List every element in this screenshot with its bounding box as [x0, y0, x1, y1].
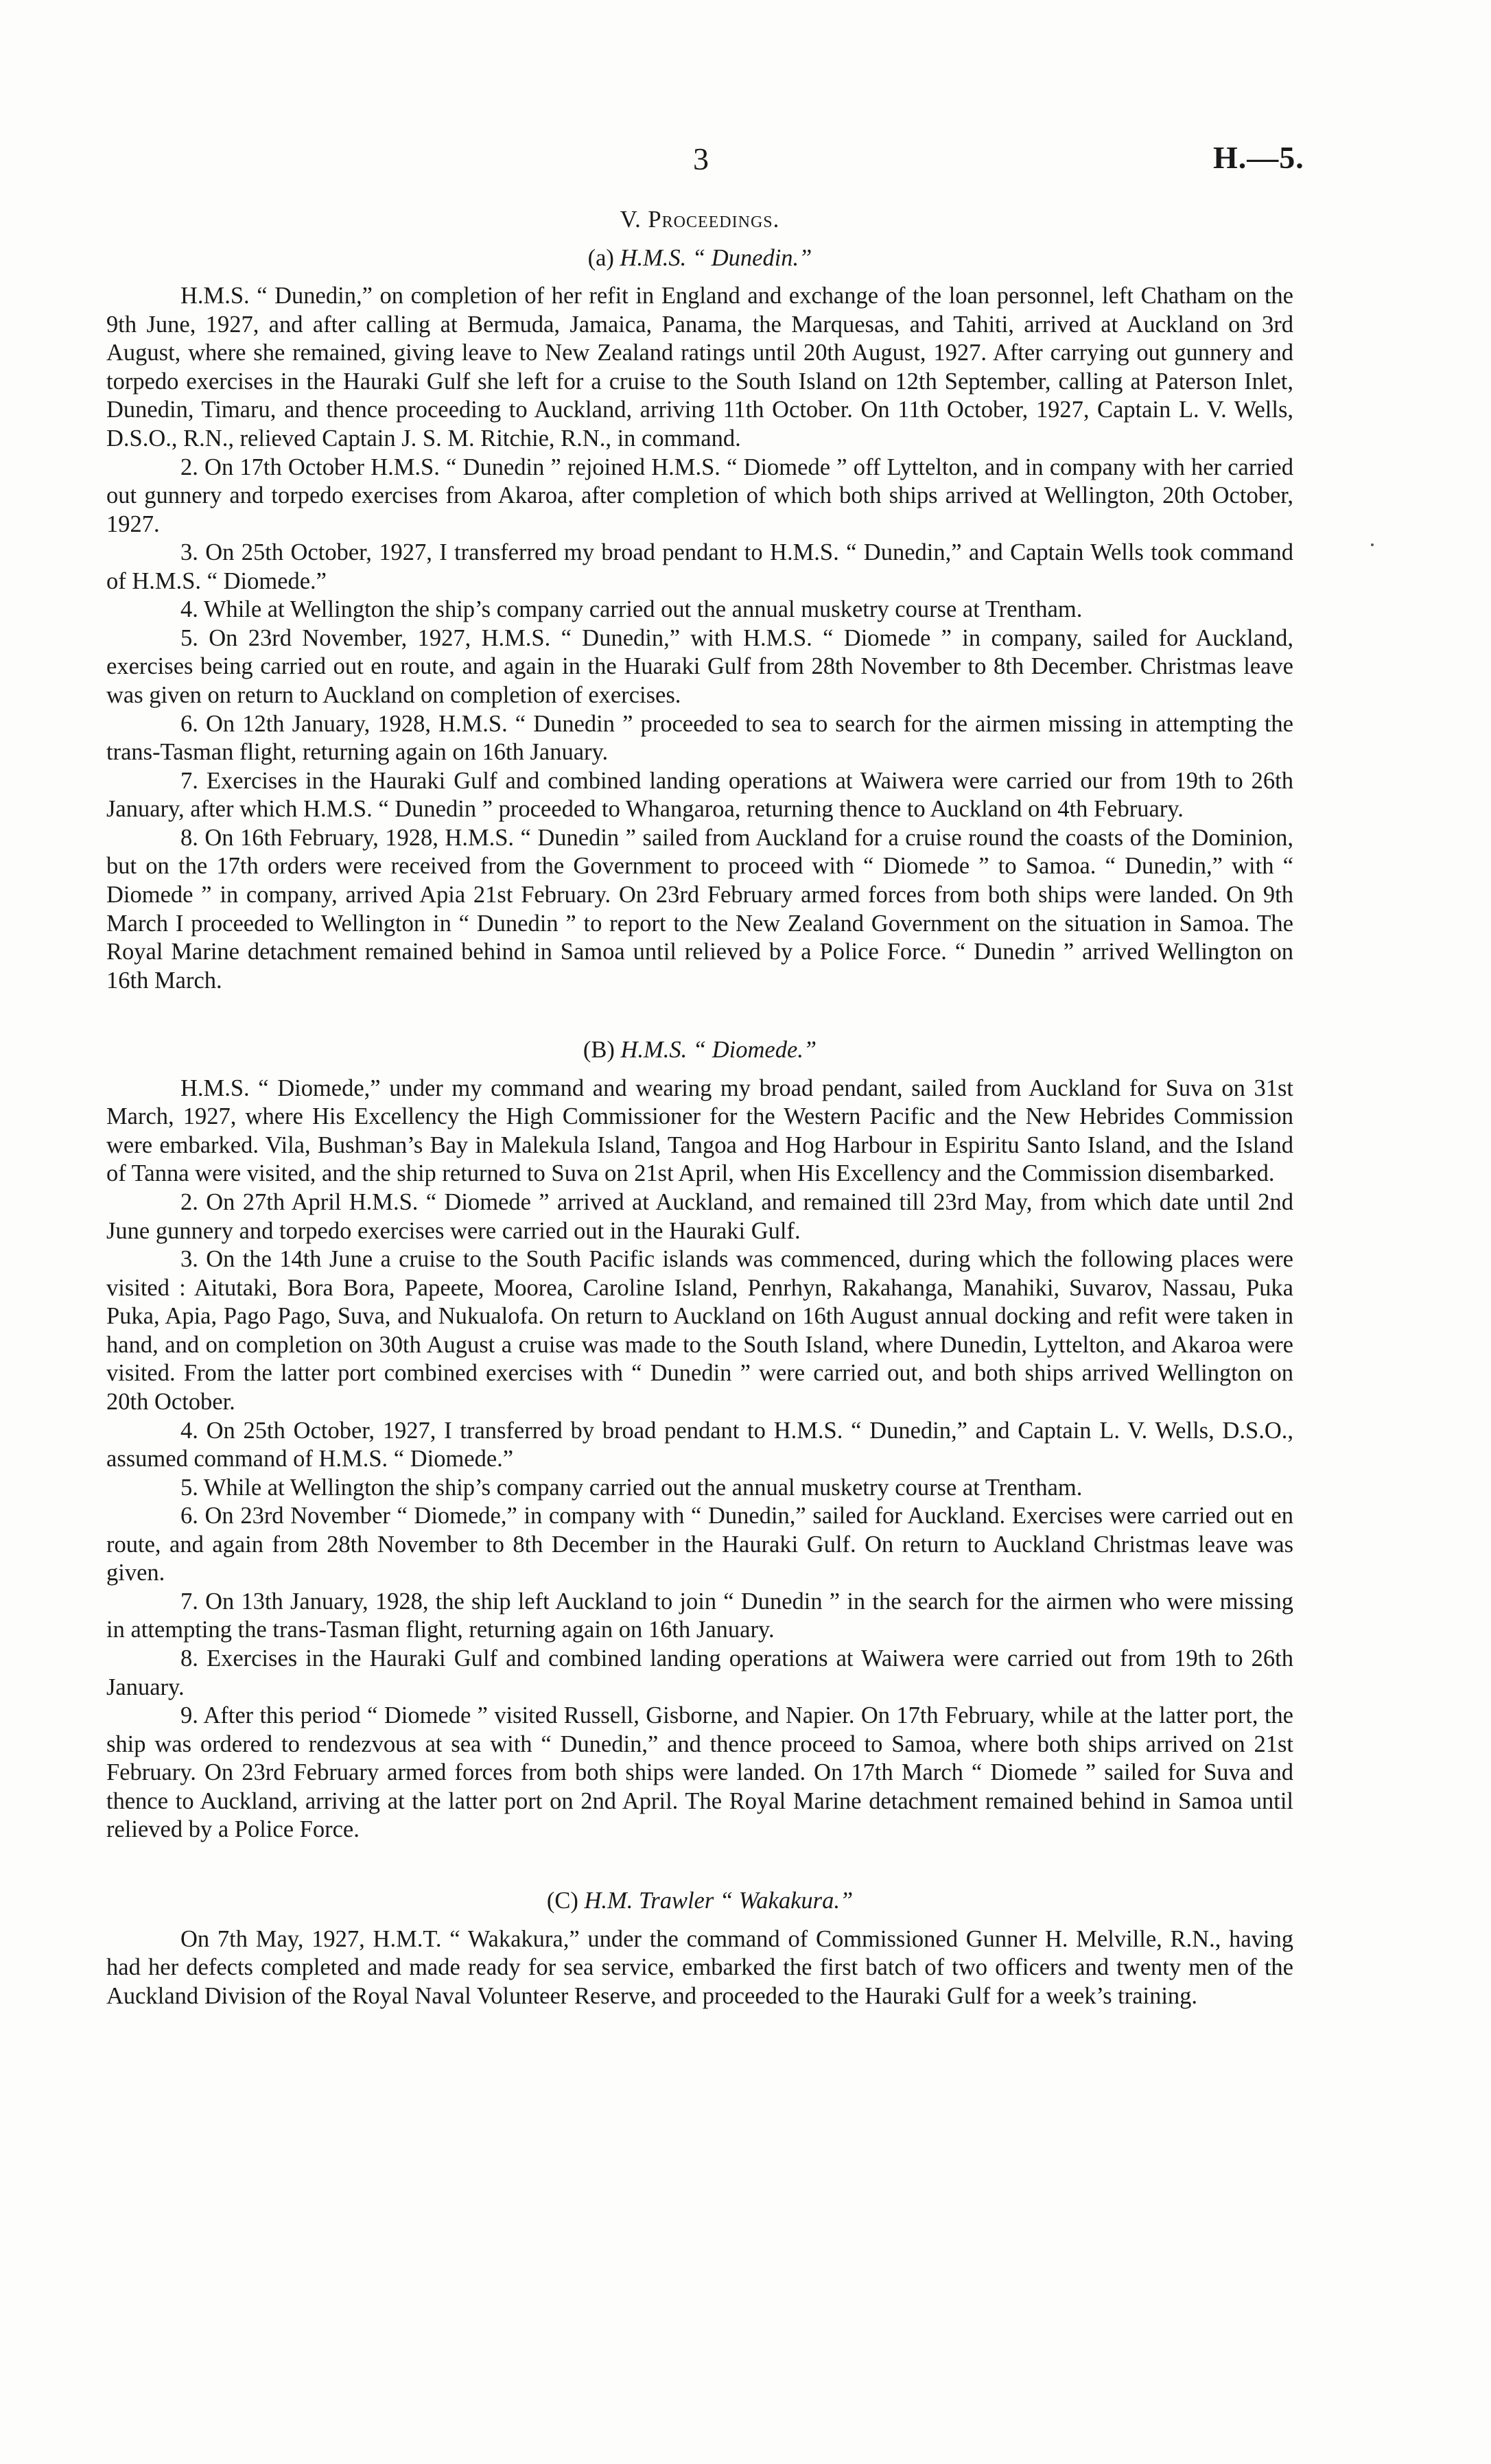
paragraph: On 7th May, 1927, H.M.T. “ Wakakura,” under the command of Commissioned Gunner H. Melville, R.N., having had her defects completed and made ready for sea service, embarked the first batch of two officers and twenty men of the Auckland Division of the Royal Naval Volunteer Reserve, and proceeded to the Hauraki Gulf for a week’s training.	[106, 1925, 1293, 2009]
paragraph: H.M.S. “ Diomede,” under my command and wearing my broad pendant, sailed from Auckland for Suva on 31st March, 1927, where His Excellency the High Commissioner for the Western Pacific and the New Hebrides Commission were embarked. Vila, Bushman’s Bay in Malekula Island, Tangoa and Hog Harbour in Espiritu Santo Island, and the Island of Tanna were visited, and the ship returned to Suva on 21st April, when His Excellency and the Commission disembarked.	[106, 1075, 1293, 1187]
paragraph: 8. On 16th February, 1928, H.M.S. “ Dunedin ” sailed from Auckland for a cruise round the coasts of the Dominion, but on the 17th orders were received from the Government to proceed with “ Diomede ” to Samoa. “ Dunedin,” with “ Diomede ” in company, arrived Apia 21st February. On 23rd February armed forces from both ships were landed. On 9th March I proceeded to Wellington in “ Dunedin ” to report to the New Zealand Government on the situation in Samoa. The Royal Marine detachment remained behind in Samoa until relieved by a Police Force. “ Dunedin ” arrived Wellington on 16th March.	[106, 824, 1293, 994]
paragraph: 7. Exercises in the Hauraki Gulf and combined landing operations at Waiwera were carried our from 19th to 26th January, after which H.M.S. “ Dunedin ” proceeded to Whangaroa, returning thence to Auckland on 4th February.	[106, 767, 1293, 823]
subsection-title: H.M. Trawler “ Wakakura.”	[584, 1887, 854, 1914]
subsection-prefix: (C)	[546, 1887, 578, 1914]
subsection-heading	[106, 1036, 1293, 1065]
paragraph: 5. While at Wellington the ship’s company carried out the annual musketry course at Trentham.	[180, 1474, 1083, 1501]
subsection-title: H.M.S. “ Dunedin.”	[620, 244, 812, 271]
paragraph: 7. On 13th January, 1928, the ship left Auckland to join “ Dunedin ” in the search for the airmen who were missing in attempting the trans-Tasman flight, returning again on 16th January.	[106, 1588, 1293, 1643]
paragraph: 2. On 27th April H.M.S. “ Diomede ” arrived at Auckland, and remained till 23rd May, from which date until 2nd June gunnery and torpedo exercises were carried out in the Hauraki Gulf.	[106, 1189, 1293, 1244]
margin-dot	[1371, 543, 1374, 546]
subsection-prefix: (B)	[583, 1037, 615, 1064]
paragraph: 4. On 25th October, 1927, I transferred by broad pendant to H.M.S. “ Dunedin,” and Captain L. V. Wells, D.S.O., assumed command of H.M.S. “ Diomede.”	[106, 1417, 1293, 1472]
paragraph: 3. On 25th October, 1927, I transferred my broad pendant to H.M.S. “ Dunedin,” and Captain Wells took command of H.M.S. “ Diomede.”	[106, 539, 1293, 594]
paragraph: 4. While at Wellington the ship’s company carried out the annual musketry course at Trentham.	[180, 596, 1083, 623]
paragraph: H.M.S. “ Dunedin,” on completion of her refit in England and exchange of the loan personnel, left Chatham on the 9th June, 1927, and after calling at Bermuda, Jamaica, Panama, the Marquesas, and Tahiti, arrived at Auckland on 3rd August, where she remained, giving leave to New Zealand ratings until 20th August, 1927. After carrying out gunnery and torpedo exercises in the Hauraki Gulf she left for a cruise to the South Island on 12th September, calling at Paterson Inlet, Dunedin, Timaru, and thence proceeding to Auckland, arriving 11th October. On 11th October, 1927, Captain L. V. Wells, D.S.O., R.N., relieved Captain J. S. M. Ritchie, R.N., in command.	[106, 283, 1293, 451]
paragraph: 6. On 12th January, 1928, H.M.S. “ Dunedin ” proceeded to sea to search for the airmen missing in attempting the trans-Tasman flight, returning again on 16th January.	[106, 710, 1293, 766]
subsection-prefix: (a)	[587, 244, 614, 271]
subsection-title: H.M.S. “ Diomede.”	[620, 1037, 817, 1064]
document-code: H.—5.	[1213, 140, 1304, 175]
paragraph: 3. On the 14th June a cruise to the South Pacific islands was commenced, during which the following places were visited : Aitutaki, Bora Bora, Papeete, Moorea, Caroline Island, Penrhyn, Rakahanga, Manahiki, Suvarov, Nassau, Puka Puka, Apia, Pago Pago, Suva, and Nukualofa. On return to Auckland on 16th August annual docking and refit were taken in hand, and on completion on 30th August a cruise was made to the South Island, where Dunedin, Lyttelton, and Akaroa were visited. From the latter port combined exercises with “ Dunedin ” were carried out, and both ships arrived Wellington on 20th October.	[106, 1246, 1293, 1415]
section-diomede	[106, 1036, 1293, 1844]
subsection-heading	[106, 244, 1293, 273]
paragraph: 5. On 23rd November, 1927, H.M.S. “ Dunedin,” with H.M.S. “ Diomede ” in company, sailed for Auckland, exercises being carried out en route, and again in the Huaraki Gulf from 28th November to 8th December. Christmas leave was given on return to Auckland on completion of exercises.	[106, 624, 1293, 708]
paragraph: 9. After this period “ Diomede ” visited Russell, Gisborne, and Napier. On 17th February, while at the latter port, the ship was ordered to rendezvous at sea with “ Dunedin,” and thence proceed to Samoa, where both ships arrived on 21st February. On 23rd February armed forces from both ships were landed. On 17th March “ Diomede ” sailed for Suva and thence to Auckland, arriving at the latter port on 2nd April. The Royal Marine detachment remained behind in Samoa until relieved by a Police Force.	[106, 1702, 1293, 1843]
subsection-heading	[106, 1887, 1293, 1916]
paragraph: 6. On 23rd November “ Diomede,” in company with “ Dunedin,” sailed for Auckland. Exercises were carried out en route, and again from 28th November to 8th December in the Hauraki Gulf. On return to Auckland Christmas leave was given.	[106, 1503, 1293, 1586]
document-body	[106, 206, 1293, 2010]
section-title: V. Proceedings.	[620, 207, 780, 233]
page-number: 3	[693, 141, 709, 176]
paragraph: 8. Exercises in the Hauraki Gulf and combined landing operations at Waiwera were carried out from 19th to 26th January.	[106, 1645, 1293, 1700]
section-dunedin	[106, 244, 1293, 996]
paragraph: 2. On 17th October H.M.S. “ Dunedin ” rejoined H.M.S. “ Diomede ” off Lyttelton, and in company with her carried out gunnery and torpedo exercises from Akaroa, after completion of which both ships arrived at Wellington, 20th October, 1927.	[106, 454, 1293, 537]
section-wakakura	[106, 1887, 1293, 2010]
